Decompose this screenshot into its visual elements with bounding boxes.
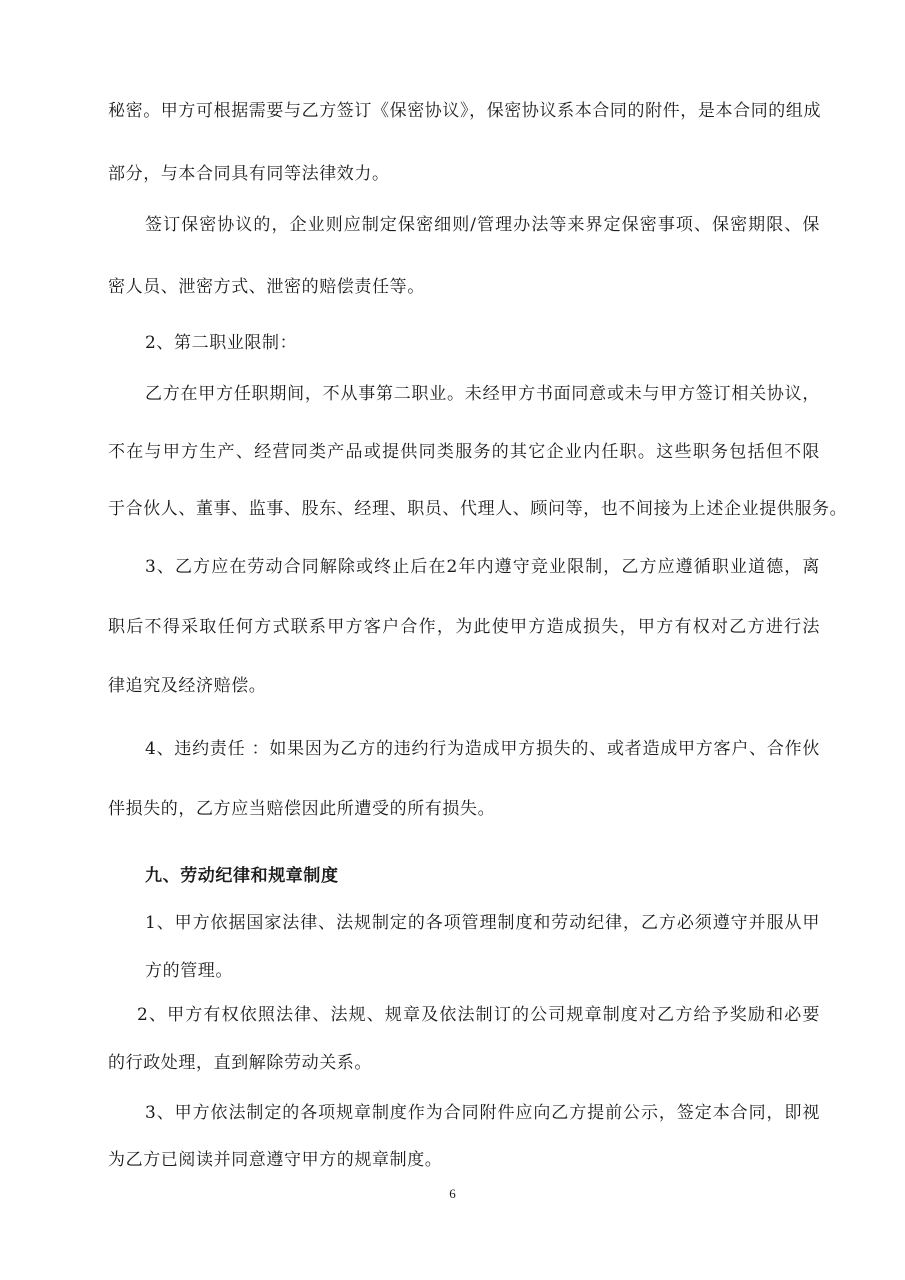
paragraph-line: 签订保密协议的，企业则应制定保密细则/管理办法等来界定保密事项、保密期限、保 xyxy=(145,215,820,235)
subsection-heading: 2、第二职业限制： xyxy=(145,333,298,353)
section-heading: 九、劳动纪律和规章制度 xyxy=(145,866,339,886)
paragraph-line: 方的管理。 xyxy=(145,961,233,981)
paragraph-line: 的行政处理，直到解除劳动关系。 xyxy=(108,1053,372,1073)
paragraph-line: 1、甲方依据国家法律、法规制定的各项管理制度和劳动纪律，乙方必须遵守并服从甲 xyxy=(145,913,820,933)
paragraph-line: 3、甲方依法制定的各项规章制度作为合同附件应向乙方提前公示，签定本合同，即视 xyxy=(145,1103,820,1123)
paragraph-line: 密人员、泄密方式、泄密的赔偿责任等。 xyxy=(108,277,425,297)
paragraph-line: 伴损失的，乙方应当赔偿因此所遭受的所有损失。 xyxy=(108,799,496,819)
page-number: 6 xyxy=(449,1186,456,1201)
paragraph-line: 不在与甲方生产、经营同类产品或提供同类服务的其它企业内任职。这些职务包括但不限 xyxy=(108,442,820,462)
paragraph-line: 律追究及经济赔偿。 xyxy=(108,676,267,696)
paragraph-line: 部分，与本合同具有同等法律效力。 xyxy=(108,164,390,184)
paragraph-line: 3、乙方应在劳动合同解除或终止后在2年内遵守竞业限制，乙方应遵循职业道德，离 xyxy=(145,557,820,577)
paragraph-line: 秘密。甲方可根据需要与乙方签订《保密协议》，保密协议系本合同的附件，是本合同的组成 xyxy=(108,101,822,121)
paragraph-line: 为乙方已阅读并同意遵守甲方的规章制度。 xyxy=(108,1150,443,1170)
paragraph-line: 4、违约责任 ：如果因为乙方的违约行为造成甲方损失的、或者造成甲方客户、合作伙 xyxy=(145,739,820,759)
paragraph-line: 职后不得采取任何方式联系甲方客户合作，为此使甲方造成损失，甲方有权对乙方进行法 xyxy=(108,617,820,637)
paragraph-line: 乙方在甲方任职期间，不从事第二职业。未经甲方书面同意或未与甲方签订相关协议， xyxy=(145,384,820,404)
paragraph-line: 2、甲方有权依照法律、法规、规章及依法制订的公司规章制度对乙方给予奖励和必要 xyxy=(137,1005,820,1025)
paragraph-line: 于合伙人、董事、监事、股东、经理、职员、代理人、顾问等，也不间接为上述企业提供服务。 xyxy=(108,499,848,519)
